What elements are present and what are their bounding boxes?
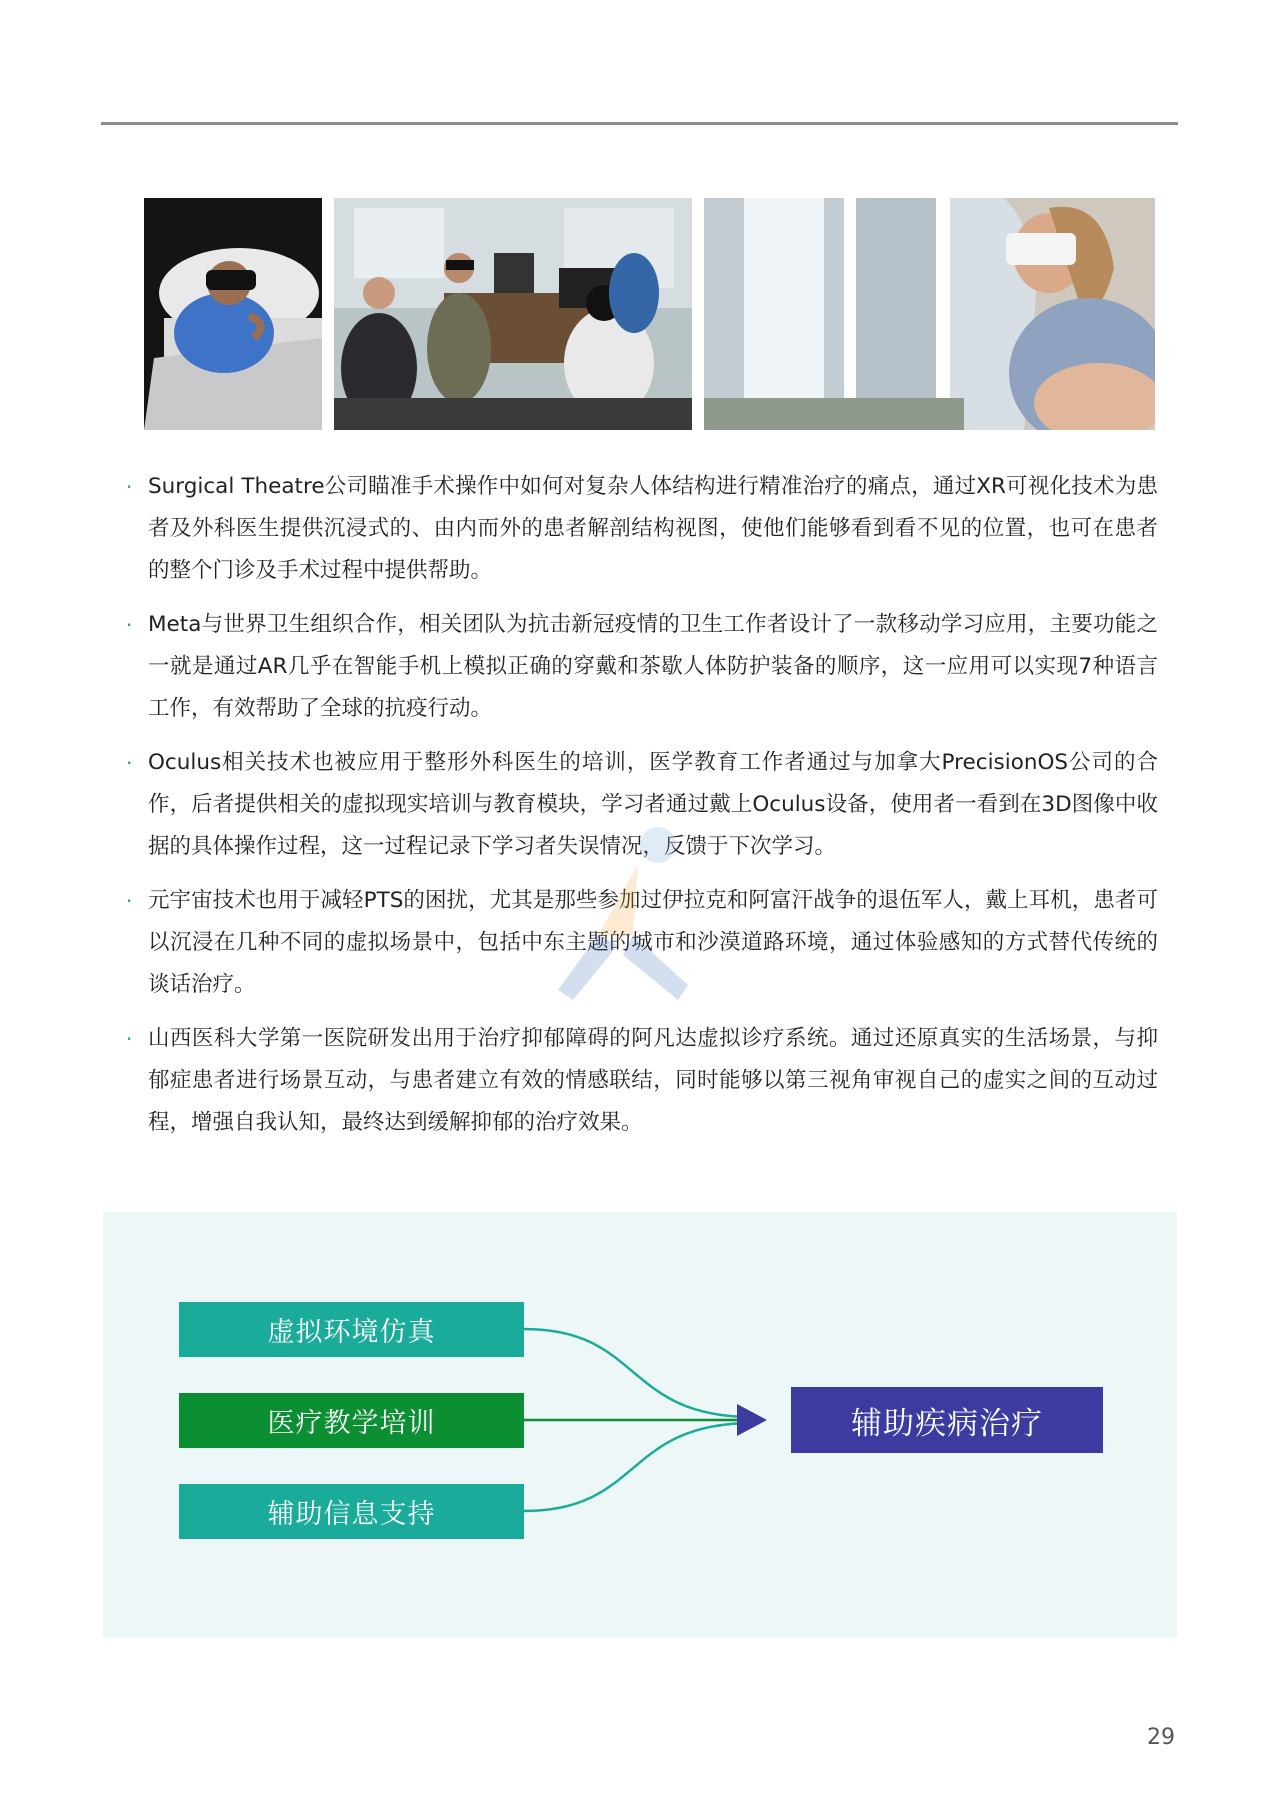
- bullet-list: [124, 466, 1158, 1156]
- arrow-head-icon: [737, 1404, 767, 1436]
- input-box-virtual-simulation: 虚拟环境仿真: [179, 1302, 524, 1357]
- bullet-dot-icon: ·: [126, 613, 133, 637]
- bullet-item: [124, 880, 1158, 1006]
- photo-vr-patient-bed: [144, 198, 322, 430]
- top-rule: [101, 122, 1178, 125]
- input-box-info-support: 辅助信息支持: [179, 1484, 524, 1539]
- bullet-text: Surgical Theatre公司瞄准手术操作中如何对复杂人体结构进行精准治疗的痛点，通过XR可视化技术为患者及外科医生提供沉浸式的、由内而外的患者解剖结构视图，使他们能够看到看不见的位置，也可在患者的整个门诊及手术过程中提供帮助。: [148, 474, 1158, 583]
- bullet-dot-icon: ·: [126, 889, 133, 913]
- bullet-item: [124, 742, 1158, 868]
- bullet-text: 元宇宙技术也用于减轻PTS的困扰，尤其是那些参加过伊拉克和阿富汗战争的退伍军人，戴上耳机，患者可以沉浸在几种不同的虚拟场景中，包括中东主题的城市和沙漠道路环境，通过体验感知的方式替代传统的谈话治疗。: [148, 888, 1158, 997]
- bullet-text: 山西医科大学第一医院研发出用于治疗抑郁障碍的阿凡达虚拟诊疗系统。通过还原真实的生活场景，与抑郁症患者进行场景互动，与患者建立有效的情感联结，同时能够以第三视角审视自己的虚实之间的互动过程，增强自我认知，最终达到缓解抑郁的治疗效果。: [148, 1026, 1158, 1135]
- photo-veterans-therapy-room: [334, 198, 692, 430]
- flow-diagram: [103, 1212, 1177, 1637]
- connector-sim: [524, 1329, 753, 1417]
- bullet-item: [124, 1018, 1158, 1144]
- connector-info: [524, 1423, 753, 1511]
- bullet-text: Oculus相关技术也被应用于整形外科医生的培训，医学教育工作者通过与加拿大PrecisionOS公司的合作，后者提供相关的虚拟现实培训与教育模块，学习者通过戴上Oculus设备，使用者一看到在3D图像中收据的具体操作过程，这一过程记录下学习者失误情况，反馈于下次学习。: [148, 750, 1158, 859]
- bullet-text: Meta与世界卫生组织合作，相关团队为抗击新冠疫情的卫生工作者设计了一款移动学习应用，主要功能之一就是通过AR几乎在智能手机上模拟正确的穿戴和茶歇人体防护装备的顺序，这一应用可以实现7种语言工作，有效帮助了全球的抗疫行动。: [148, 612, 1158, 721]
- bullet-item: [124, 466, 1158, 592]
- target-box-disease-treatment: 辅助疾病治疗: [791, 1387, 1103, 1453]
- bullet-dot-icon: ·: [126, 475, 133, 499]
- bullet-item: [124, 604, 1158, 730]
- bullet-dot-icon: ·: [126, 751, 133, 775]
- input-box-medical-training: 医疗教学培训: [179, 1393, 524, 1448]
- page-number: 29: [1147, 1725, 1175, 1750]
- bullet-dot-icon: ·: [126, 1027, 133, 1051]
- photo-pregnant-woman-vr: [704, 198, 1155, 430]
